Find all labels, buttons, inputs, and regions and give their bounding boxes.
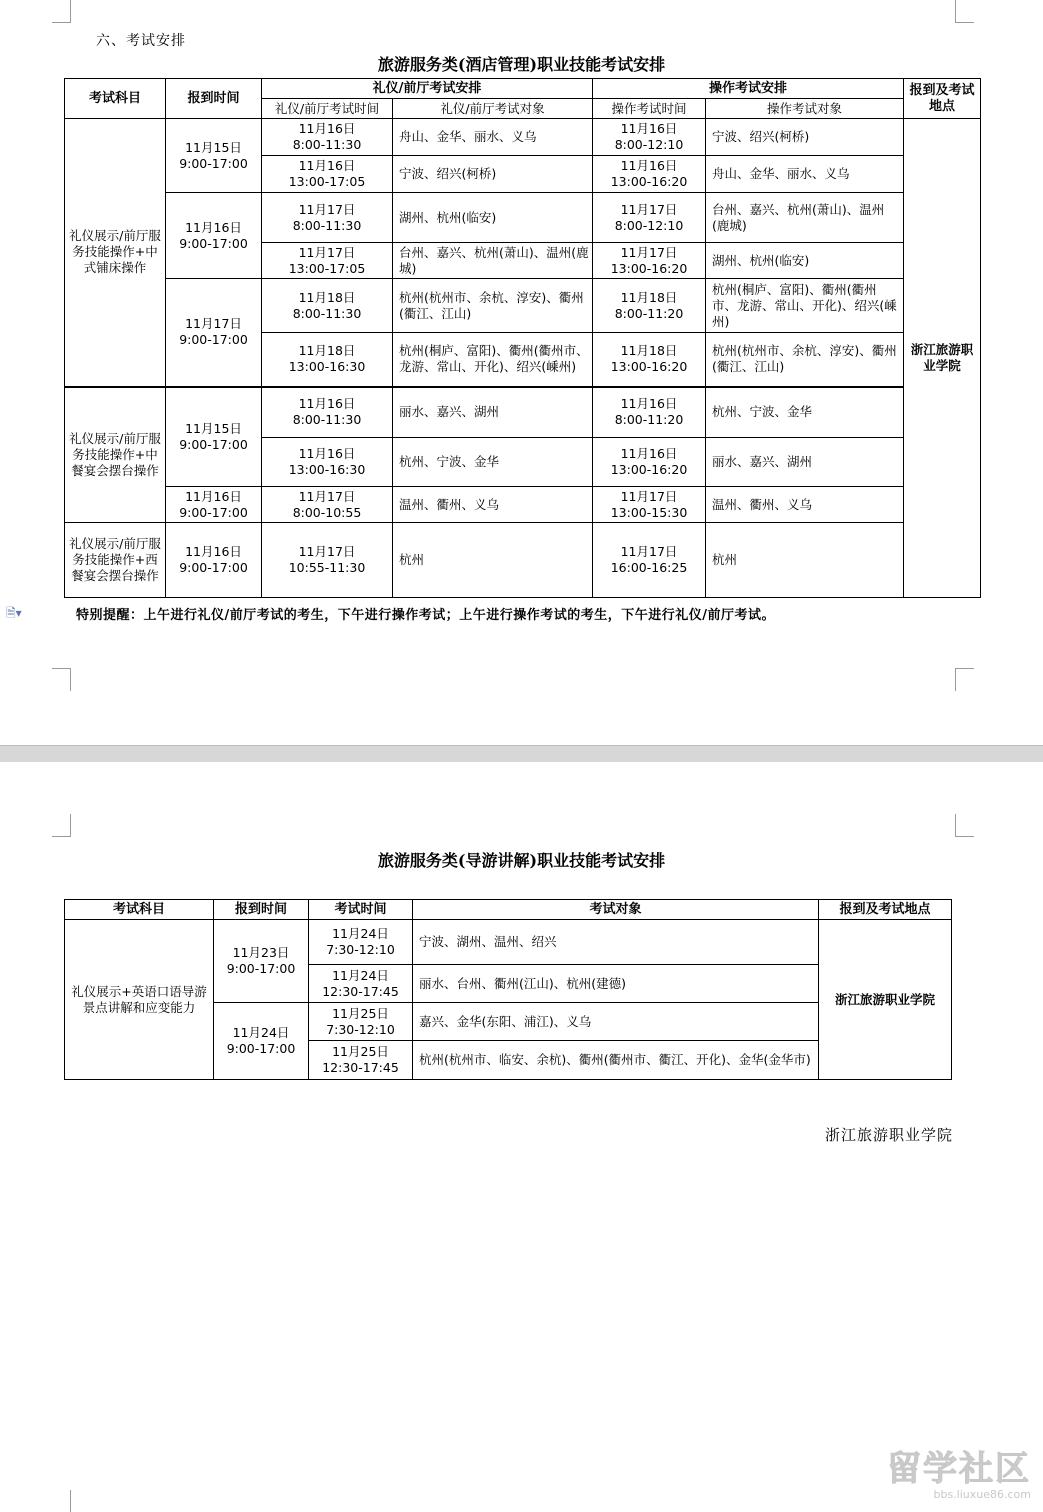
operation-time-cell: 11月17日 16:00-16:25 bbox=[593, 523, 706, 598]
operation-time-cell: 11月16日 13:00-16:20 bbox=[593, 156, 706, 193]
crop-mark bbox=[52, 0, 71, 23]
etiquette-target-cell: 宁波、绍兴(柯桥) bbox=[393, 156, 593, 193]
etiquette-target-cell: 温州、衢州、义乌 bbox=[393, 487, 593, 523]
table-row bbox=[65, 920, 952, 965]
header-exam-time: 考试时间 bbox=[309, 900, 413, 920]
subject-cell: 礼仪展示/前厅服务技能操作+中式铺床操作 bbox=[65, 119, 166, 387]
operation-target-cell: 宁波、绍兴(柯桥) bbox=[706, 119, 904, 156]
watermark-url: bbs.liuxue86.com bbox=[933, 1488, 1031, 1501]
crop-mark bbox=[955, 668, 974, 691]
table-row bbox=[65, 487, 981, 523]
subject-cell: 礼仪展示+英语口语导游景点讲解和应变能力 bbox=[65, 920, 214, 1080]
operation-time-cell: 11月16日 13:00-16:20 bbox=[593, 438, 706, 487]
header-operation-group: 操作考试安排 bbox=[593, 79, 904, 99]
operation-time-cell: 11月17日 8:00-12:10 bbox=[593, 193, 706, 243]
location-cell: 浙江旅游职业学院 bbox=[904, 119, 981, 598]
exam-target-cell: 杭州(杭州市、临安、余杭)、衢州(衢州市、衢江、开化)、金华(金华市) bbox=[413, 1041, 819, 1080]
exam-time-cell: 11月24日 12:30-17:45 bbox=[309, 965, 413, 1003]
operation-time-cell: 11月17日 13:00-15:30 bbox=[593, 487, 706, 523]
etiquette-time-cell: 11月17日 10:55-11:30 bbox=[262, 523, 393, 598]
operation-target-cell: 杭州、宁波、金华 bbox=[706, 387, 904, 438]
special-reminder: 特别提醒：上午进行礼仪/前厅考试的考生，下午进行操作考试；上午进行操作考试的考生，下午进行礼仪/前厅考试。 bbox=[76, 608, 775, 623]
table-row bbox=[65, 387, 981, 438]
checkin-cell: 11月15日 9:00-17:00 bbox=[166, 119, 262, 193]
header-etiquette-time: 礼仪/前厅考试时间 bbox=[262, 99, 393, 119]
operation-time-cell: 11月18日 8:00-11:20 bbox=[593, 279, 706, 333]
exam-target-cell: 嘉兴、金华(东阳、浦江)、义乌 bbox=[413, 1003, 819, 1041]
exam-time-cell: 11月25日 7:30-12:10 bbox=[309, 1003, 413, 1041]
crop-mark bbox=[52, 1490, 71, 1512]
checkin-cell: 11月16日 9:00-17:00 bbox=[166, 487, 262, 523]
page-separator bbox=[0, 745, 1043, 763]
header-operation-time: 操作考试时间 bbox=[593, 99, 706, 119]
table-row bbox=[65, 193, 981, 243]
etiquette-target-cell: 杭州(杭州市、余杭、淳安)、衢州(衢江、江山) bbox=[393, 279, 593, 333]
table-row bbox=[65, 523, 981, 598]
checkin-cell: 11月16日 9:00-17:00 bbox=[166, 523, 262, 598]
watermark-logo-text: 留学社区 bbox=[887, 1449, 1031, 1489]
checkin-cell: 11月15日 9:00-17:00 bbox=[166, 387, 262, 487]
guide-schedule-title: 旅游服务类(导游讲解)职业技能考试安排 bbox=[377, 851, 666, 870]
header-etiquette-target: 礼仪/前厅考试对象 bbox=[393, 99, 593, 119]
header-location: 报到及考试地点 bbox=[819, 900, 952, 920]
checkin-cell: 11月24日 9:00-17:00 bbox=[214, 1003, 309, 1080]
subject-cell: 礼仪展示/前厅服务技能操作+西餐宴会摆台操作 bbox=[65, 523, 166, 598]
operation-time-cell: 11月18日 13:00-16:20 bbox=[593, 333, 706, 387]
exam-target-cell: 宁波、湖州、温州、绍兴 bbox=[413, 920, 819, 965]
operation-target-cell: 台州、嘉兴、杭州(萧山)、温州(鹿城) bbox=[706, 193, 904, 243]
section-heading: 六、考试安排 bbox=[96, 33, 186, 49]
header-exam-target: 考试对象 bbox=[413, 900, 819, 920]
operation-target-cell: 杭州(杭州市、余杭、淳安)、衢州(衢江、江山) bbox=[706, 333, 904, 387]
hotel-schedule-table bbox=[64, 78, 981, 598]
crop-mark bbox=[955, 814, 974, 837]
etiquette-time-cell: 11月17日 13:00-17:05 bbox=[262, 243, 393, 279]
etiquette-target-cell: 杭州(桐庐、富阳)、衢州(衢州市、龙游、常山、开化)、绍兴(嵊州) bbox=[393, 333, 593, 387]
checkin-cell: 11月16日 9:00-17:00 bbox=[166, 193, 262, 279]
header-etiquette-group: 礼仪/前厅考试安排 bbox=[262, 79, 593, 99]
operation-target-cell: 舟山、金华、丽水、义乌 bbox=[706, 156, 904, 193]
table-row bbox=[65, 119, 981, 156]
operation-target-cell: 杭州 bbox=[706, 523, 904, 598]
guide-schedule-table bbox=[64, 899, 952, 1080]
header-checkin-time: 报到时间 bbox=[166, 79, 262, 119]
crop-mark bbox=[52, 668, 71, 691]
header-subject: 考试科目 bbox=[65, 900, 214, 920]
subject-cell: 礼仪展示/前厅服务技能操作+中餐宴会摆台操作 bbox=[65, 387, 166, 523]
etiquette-target-cell: 丽水、嘉兴、湖州 bbox=[393, 387, 593, 438]
etiquette-target-cell: 台州、嘉兴、杭州(萧山)、温州(鹿城) bbox=[393, 243, 593, 279]
document-page-1 bbox=[0, 0, 1043, 745]
etiquette-target-cell: 杭州 bbox=[393, 523, 593, 598]
checkin-cell: 11月23日 9:00-17:00 bbox=[214, 920, 309, 1003]
operation-target-cell: 湖州、杭州(临安) bbox=[706, 243, 904, 279]
operation-target-cell: 温州、衢州、义乌 bbox=[706, 487, 904, 523]
operation-time-cell: 11月16日 8:00-11:20 bbox=[593, 387, 706, 438]
etiquette-target-cell: 杭州、宁波、金华 bbox=[393, 438, 593, 487]
etiquette-time-cell: 11月18日 8:00-11:30 bbox=[262, 279, 393, 333]
crop-mark bbox=[955, 0, 974, 23]
operation-target-cell: 杭州(桐庐、富阳)、衢州(衢州市、龙游、常山、开化)、绍兴(嵊州) bbox=[706, 279, 904, 333]
etiquette-time-cell: 11月16日 8:00-11:30 bbox=[262, 387, 393, 438]
etiquette-time-cell: 11月16日 13:00-17:05 bbox=[262, 156, 393, 193]
exam-time-cell: 11月25日 12:30-17:45 bbox=[309, 1041, 413, 1080]
location-cell: 浙江旅游职业学院 bbox=[819, 920, 952, 1080]
header-checkin-time: 报到时间 bbox=[214, 900, 309, 920]
etiquette-target-cell: 湖州、杭州(临安) bbox=[393, 193, 593, 243]
etiquette-time-cell: 11月17日 8:00-11:30 bbox=[262, 193, 393, 243]
exam-time-cell: 11月24日 7:30-12:10 bbox=[309, 920, 413, 965]
signature-organization: 浙江旅游职业学院 bbox=[824, 1126, 953, 1144]
hotel-schedule-title: 旅游服务类(酒店管理)职业技能考试安排 bbox=[377, 55, 666, 74]
etiquette-time-cell: 11月17日 8:00-10:55 bbox=[262, 487, 393, 523]
crop-mark bbox=[52, 814, 71, 837]
etiquette-time-cell: 11月16日 13:00-16:30 bbox=[262, 438, 393, 487]
header-operation-target: 操作考试对象 bbox=[706, 99, 904, 119]
operation-time-cell: 11月16日 8:00-12:10 bbox=[593, 119, 706, 156]
etiquette-time-cell: 11月16日 8:00-11:30 bbox=[262, 119, 393, 156]
header-subject: 考试科目 bbox=[65, 79, 166, 119]
etiquette-time-cell: 11月18日 13:00-16:30 bbox=[262, 333, 393, 387]
exam-target-cell: 丽水、台州、衢州(江山)、杭州(建德) bbox=[413, 965, 819, 1003]
operation-target-cell: 丽水、嘉兴、湖州 bbox=[706, 438, 904, 487]
header-location: 报到及考试地点 bbox=[904, 79, 981, 119]
table-row bbox=[65, 279, 981, 333]
document-comment-icon[interactable]: 🗎▾ bbox=[6, 606, 22, 620]
operation-time-cell: 11月17日 13:00-16:20 bbox=[593, 243, 706, 279]
etiquette-target-cell: 舟山、金华、丽水、义乌 bbox=[393, 119, 593, 156]
checkin-cell: 11月17日 9:00-17:00 bbox=[166, 279, 262, 387]
watermark bbox=[887, 1450, 1031, 1501]
